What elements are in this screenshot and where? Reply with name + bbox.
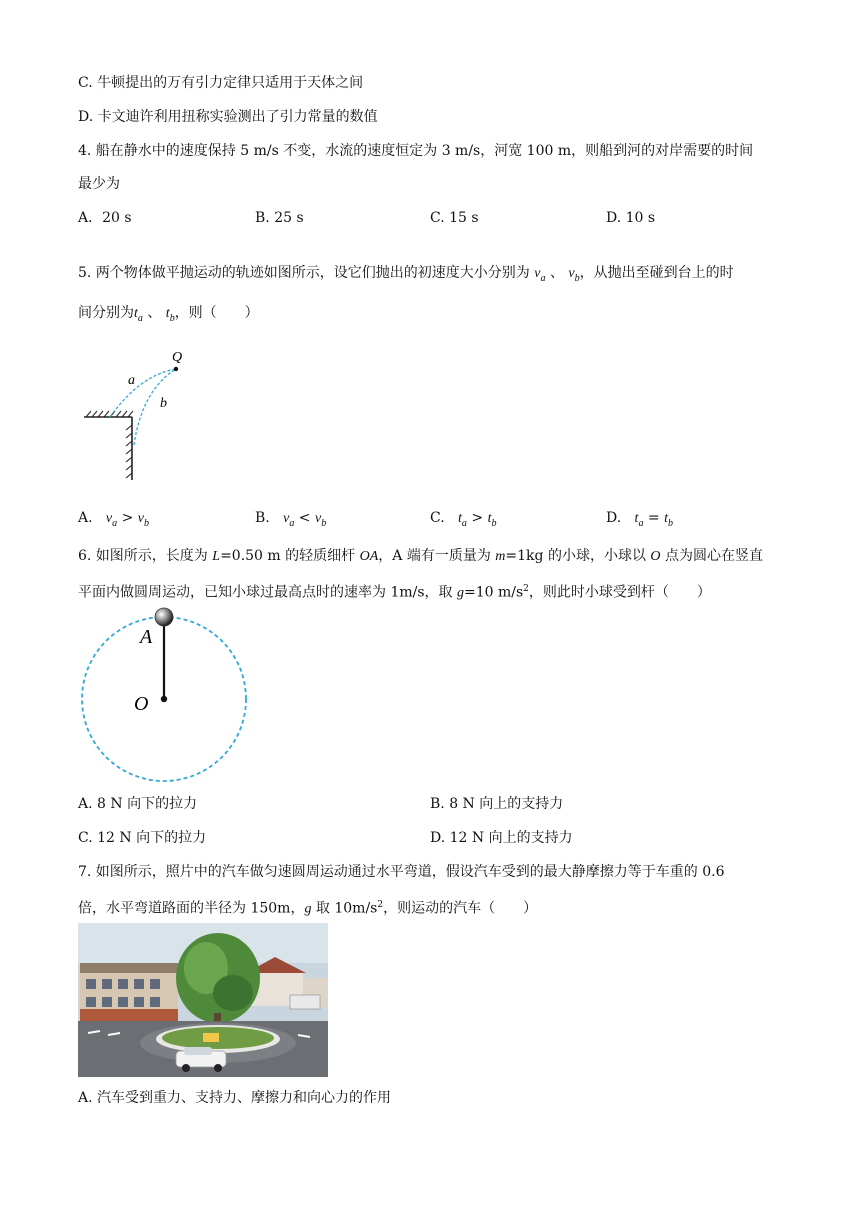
q6-text-7: =10 m/s (463, 584, 524, 601)
q5-option-c-rel: > (471, 510, 484, 526)
q5-stem-line2 (78, 303, 259, 329)
q6-text-8: ，则此时小球受到杆（ ） (528, 584, 711, 601)
q5-option-d-lhs: t (634, 511, 639, 526)
q5-sep2: 、 (147, 305, 162, 321)
q6-var-g: g (456, 585, 464, 601)
q5-option-c (430, 508, 496, 534)
q3-option-c: C. 牛顿提出的万有引力定律只适用于天体之间 (78, 75, 364, 91)
q6-sup-2: 2 (523, 584, 529, 594)
ball-icon (155, 608, 173, 626)
q5-trajectory-figure (80, 345, 210, 485)
q6-circle-figure (78, 603, 253, 788)
q5-stem-text-a: 5. 两个物体做平抛运动的轨迹如图所示，设它们抛出的初速度大小分别为 (78, 265, 530, 281)
q6-text-4: =1kg 的小球，小球以 (505, 548, 651, 564)
q5-var-ta: t (134, 306, 138, 321)
q5-sep: 、 (549, 265, 564, 281)
q5-option-d-rhs-sub: b (667, 517, 673, 529)
q5-stem-text-d: ，则（ ） (174, 305, 259, 321)
q6-var-o: O (650, 549, 661, 564)
q5-option-d-lhs-sub: a (638, 517, 644, 529)
q5-option-b-rhs: v (314, 511, 322, 526)
q5-var-vb: v (568, 266, 575, 281)
q5-option-b-rel: < (298, 510, 311, 526)
q6-option-d: D. 12 N 向上的支持力 (430, 830, 573, 846)
q7-text-2: 取 10m/s (311, 900, 378, 917)
q6-text-2: =0.50 m 的轻质细杆 (220, 548, 360, 564)
q6-var-oa: OA (359, 549, 379, 564)
q5-option-d-rhs: t (664, 511, 668, 526)
q5-option-b-lhs: v (283, 511, 290, 526)
q5-option-a-lhs: v (105, 511, 113, 526)
q3-option-d: D. 卡文迪许利用扭称实验测出了引力常量的数值 (78, 109, 378, 125)
q5-stem-text-b: ，从抛出至碰到台上的时 (579, 265, 734, 281)
q5-option-b-lhs-sub: a (289, 517, 295, 529)
q5-option-b-rhs-sub: b (321, 517, 327, 529)
q5-option-d-label: D. (606, 510, 622, 526)
q5-option-c-lhs-sub: a (461, 517, 467, 529)
q6-text-1: 6. 如图所示，长度为 (78, 548, 213, 564)
q4-stem-line1: 4. 船在静水中的速度保持 5 m/s 不变，水流的速度恒定为 3 m/s，河宽 100 m，则船到河的对岸需要的时间 (78, 143, 754, 159)
q6-stem-line1 (78, 546, 763, 567)
q6-stem-line2 (78, 579, 711, 604)
q6-var-m: m (495, 549, 506, 564)
q7-option-a: A. 汽车受到重力、支持力、摩擦力和向心力的作用 (78, 1090, 392, 1106)
q5-option-a-rel: > (121, 510, 134, 526)
q5-option-c-rhs-sub: b (491, 517, 497, 529)
q5-sub-a: a (540, 272, 546, 284)
q5-var-tb: t (165, 306, 170, 321)
q6-option-a: A. 8 N 向下的拉力 (78, 796, 198, 812)
q6-var-l: L (212, 549, 221, 564)
q5-option-a (78, 508, 149, 534)
q7-var-g: g (304, 901, 312, 917)
q5-option-d (606, 508, 673, 534)
q5-option-a-label: A. (78, 510, 93, 526)
q7-stem-line1: 7. 如图所示，照片中的汽车做匀速圆周运动通过水平弯道，假设汽车受到的最大静摩擦力等于车重的 0.6 (78, 864, 725, 880)
q6-option-c: C. 12 N 向下的拉力 (78, 830, 207, 846)
q7-stem-line2 (78, 895, 537, 920)
q6-text-3: ，A 端有一质量为 (378, 548, 496, 564)
q5-var-va: v (534, 266, 541, 281)
q4-option-d: D. 10 s (606, 210, 656, 226)
q6-text-5: 点为圆心在竖直 (660, 548, 763, 564)
q5-option-a-rhs-sub: b (144, 517, 149, 529)
q4-stem-line2: 最少为 (78, 176, 120, 192)
q6-text-6: 平面内做圆周运动，已知小球过最高点时的速率为 1m/s，取 (78, 584, 457, 601)
q7-text-1: 倍，水平弯道路面的半径为 150m， (78, 900, 305, 917)
q4-option-c: C. 15 s (430, 210, 479, 226)
q4-option-b: B. 25 s (255, 210, 304, 226)
q6-option-b: B. 8 N 向上的支持力 (430, 796, 564, 812)
q6-label-o: O (134, 693, 149, 715)
q5-stem-text-c: 间分别为 (78, 305, 134, 321)
q5-stem-line1 (78, 263, 734, 289)
q5-option-c-label: C. (430, 510, 445, 526)
q5-sub-b: b (574, 272, 580, 284)
q7-text-3: ，则运动的汽车（ ） (383, 900, 538, 917)
q5-label-b: b (160, 396, 167, 411)
q5-option-b (255, 508, 326, 534)
q6-label-a: A (140, 626, 153, 648)
q7-sup-2: 2 (377, 900, 384, 910)
roundabout-photo (78, 923, 328, 1077)
q5-sub-a2: a (137, 312, 143, 324)
q5-label-q: Q (172, 350, 183, 365)
q4-option-a: A．20 s (78, 210, 132, 226)
q5-option-c-rhs: t (487, 511, 492, 526)
q5-option-a-rhs: v (137, 511, 144, 526)
q5-option-b-label: B. (255, 510, 270, 526)
q5-option-c-lhs: t (458, 511, 462, 526)
q5-label-a: a (128, 373, 135, 388)
q5-option-d-rel: = (647, 510, 660, 526)
q5-sub-b2: b (169, 312, 175, 324)
q5-option-a-lhs-sub: a (112, 517, 118, 529)
